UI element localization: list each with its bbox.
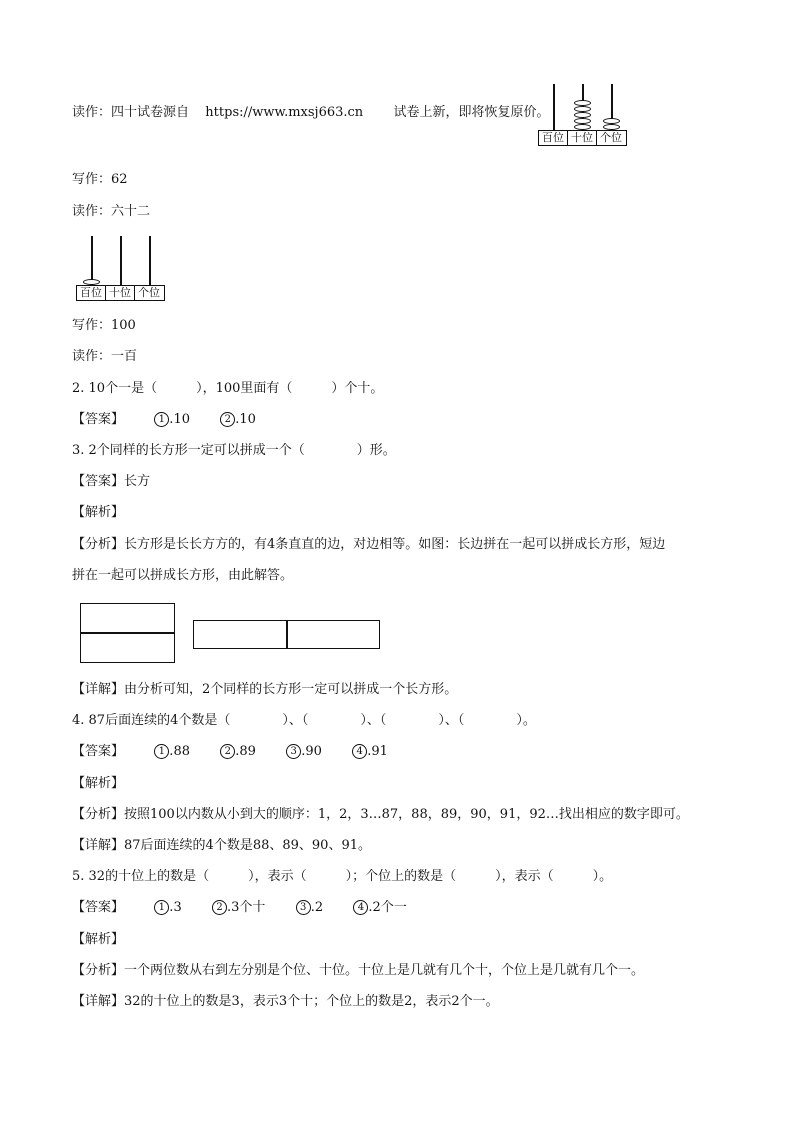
abacus-rod-tens — [120, 236, 122, 285]
answer-tag: 【答案】 — [72, 744, 125, 759]
answer-value: 89 — [239, 744, 256, 759]
abacus-rod-hundreds — [553, 84, 555, 130]
fenxi-3-line2: 拼在一起可以拼成长方形，由此解答。 — [72, 568, 294, 583]
fenxi-5 — [72, 962, 644, 980]
label-tens: 十位 — [109, 286, 131, 299]
analysis-tag-4: 【解析】 — [72, 776, 125, 791]
answer-4: 【答案】 1 .88 2 .89 3 .90 4 .91 — [72, 744, 388, 759]
label-hundreds: 百位 — [542, 131, 564, 144]
write-100: 写作：100 — [72, 318, 136, 333]
stack-divider — [80, 632, 175, 634]
answer-value: 长方 — [124, 474, 151, 489]
analysis-tag-5: 【解析】 — [72, 932, 125, 947]
label-ones: 个位 — [600, 131, 622, 144]
circle-number: 2 — [220, 744, 235, 759]
fenxi-text: 长方形是长长方方的，有4条直直的边，对边相等。如图：长边拼在一起可以拼成长方形，短边 — [124, 537, 666, 552]
answer-tag: 【答案】 — [72, 474, 125, 489]
fenxi-4 — [72, 806, 689, 824]
read-suffix: 试卷上新，即将恢复原价。 — [393, 105, 550, 120]
detail-text: 由分析可知，2个同样的长方形一定可以拼成一个长方形。 — [124, 682, 458, 697]
answer-5: 【答案】 1 .3 2 .3个十 3 .2 4 .2个一 — [72, 900, 407, 915]
detail-tag: 【详解】 — [72, 994, 125, 1009]
answer-value: 10 — [173, 412, 190, 427]
detail-4 — [72, 837, 371, 855]
question-2: 2. 10个一是（ ），100里面有（ ）个十。 — [72, 381, 384, 396]
label-ones: 个位 — [138, 286, 160, 299]
fenxi-tag: 【分析】 — [72, 963, 125, 978]
read-line-forty — [72, 104, 549, 122]
answer-value: 2 — [314, 900, 324, 915]
analysis-tag-3: 【解析】 — [72, 505, 125, 520]
abacus-rod-hundreds — [91, 236, 93, 285]
detail-tag: 【详解】 — [72, 838, 125, 853]
read-62: 读作：六十二 — [72, 204, 151, 219]
fenxi-text: 按照100以内数从小到大的顺序：1，2，3…87，88，89，90，91，92…找出相应的数字即可。 — [124, 807, 689, 822]
answer-value: 91 — [371, 744, 388, 759]
question-5: 5. 32的十位上的数是（ ），表示（ ）；个位上的数是（ ），表示（ ）。 — [72, 869, 613, 884]
answer-value: 2个一 — [372, 900, 407, 915]
read-100: 读作：一百 — [72, 349, 138, 364]
circle-number: 4 — [353, 900, 368, 915]
answer-value: 90 — [305, 744, 322, 759]
fenxi-text: 一个两位数从右到左分别是个位、十位。十位上是几就有几个十，个位上是几就有几个一。 — [124, 963, 645, 978]
circle-number: 1 — [154, 744, 169, 759]
circle-number: 1 — [154, 900, 169, 915]
answer-value: 88 — [173, 744, 190, 759]
label-hundreds: 百位 — [80, 286, 102, 299]
side-divider — [286, 620, 288, 649]
write-62: 写作：62 — [72, 172, 128, 187]
answer-3 — [72, 473, 150, 491]
detail-5 — [72, 993, 499, 1011]
detail-tag: 【详解】 — [72, 682, 125, 697]
answer-2: 【答案】 1 .10 2 .10 — [72, 412, 256, 427]
answer-value: 3个十 — [231, 900, 266, 915]
circle-number: 3 — [296, 900, 311, 915]
abacus-rod-ones — [149, 236, 151, 285]
detail-3 — [72, 681, 457, 699]
circle-number: 3 — [286, 744, 301, 759]
label-tens: 十位 — [571, 131, 593, 144]
detail-text: 87后面连续的4个数是88、89、90、91。 — [124, 838, 371, 853]
answer-tag: 【答案】 — [72, 900, 125, 915]
circle-number: 1 — [154, 412, 169, 427]
question-4: 4. 87后面连续的4个数是（ ）、（ ）、（ ）、（ ）。 — [72, 713, 536, 728]
circle-number: 2 — [220, 412, 235, 427]
question-3: 3. 2个同样的长方形一定可以拼成一个（ ）形。 — [72, 443, 396, 458]
fenxi-tag: 【分析】 — [72, 537, 125, 552]
fenxi-tag: 【分析】 — [72, 807, 125, 822]
circle-number: 4 — [352, 744, 367, 759]
answer-value: 10 — [239, 412, 256, 427]
detail-text: 32的十位上的数是3，表示3个十；个位上的数是2，表示2个一。 — [124, 994, 499, 1009]
abacus-hundred — [76, 236, 166, 300]
answer-value: 3 — [173, 900, 182, 915]
answer-tag: 【答案】 — [72, 412, 125, 427]
read-prefix: 读作：四十试卷源自 — [72, 105, 190, 120]
fenxi-3-line1 — [72, 536, 665, 554]
circle-number: 2 — [212, 900, 227, 915]
url-text: https://www.mxsj663.cn — [205, 105, 364, 120]
abacus-top — [538, 84, 628, 146]
